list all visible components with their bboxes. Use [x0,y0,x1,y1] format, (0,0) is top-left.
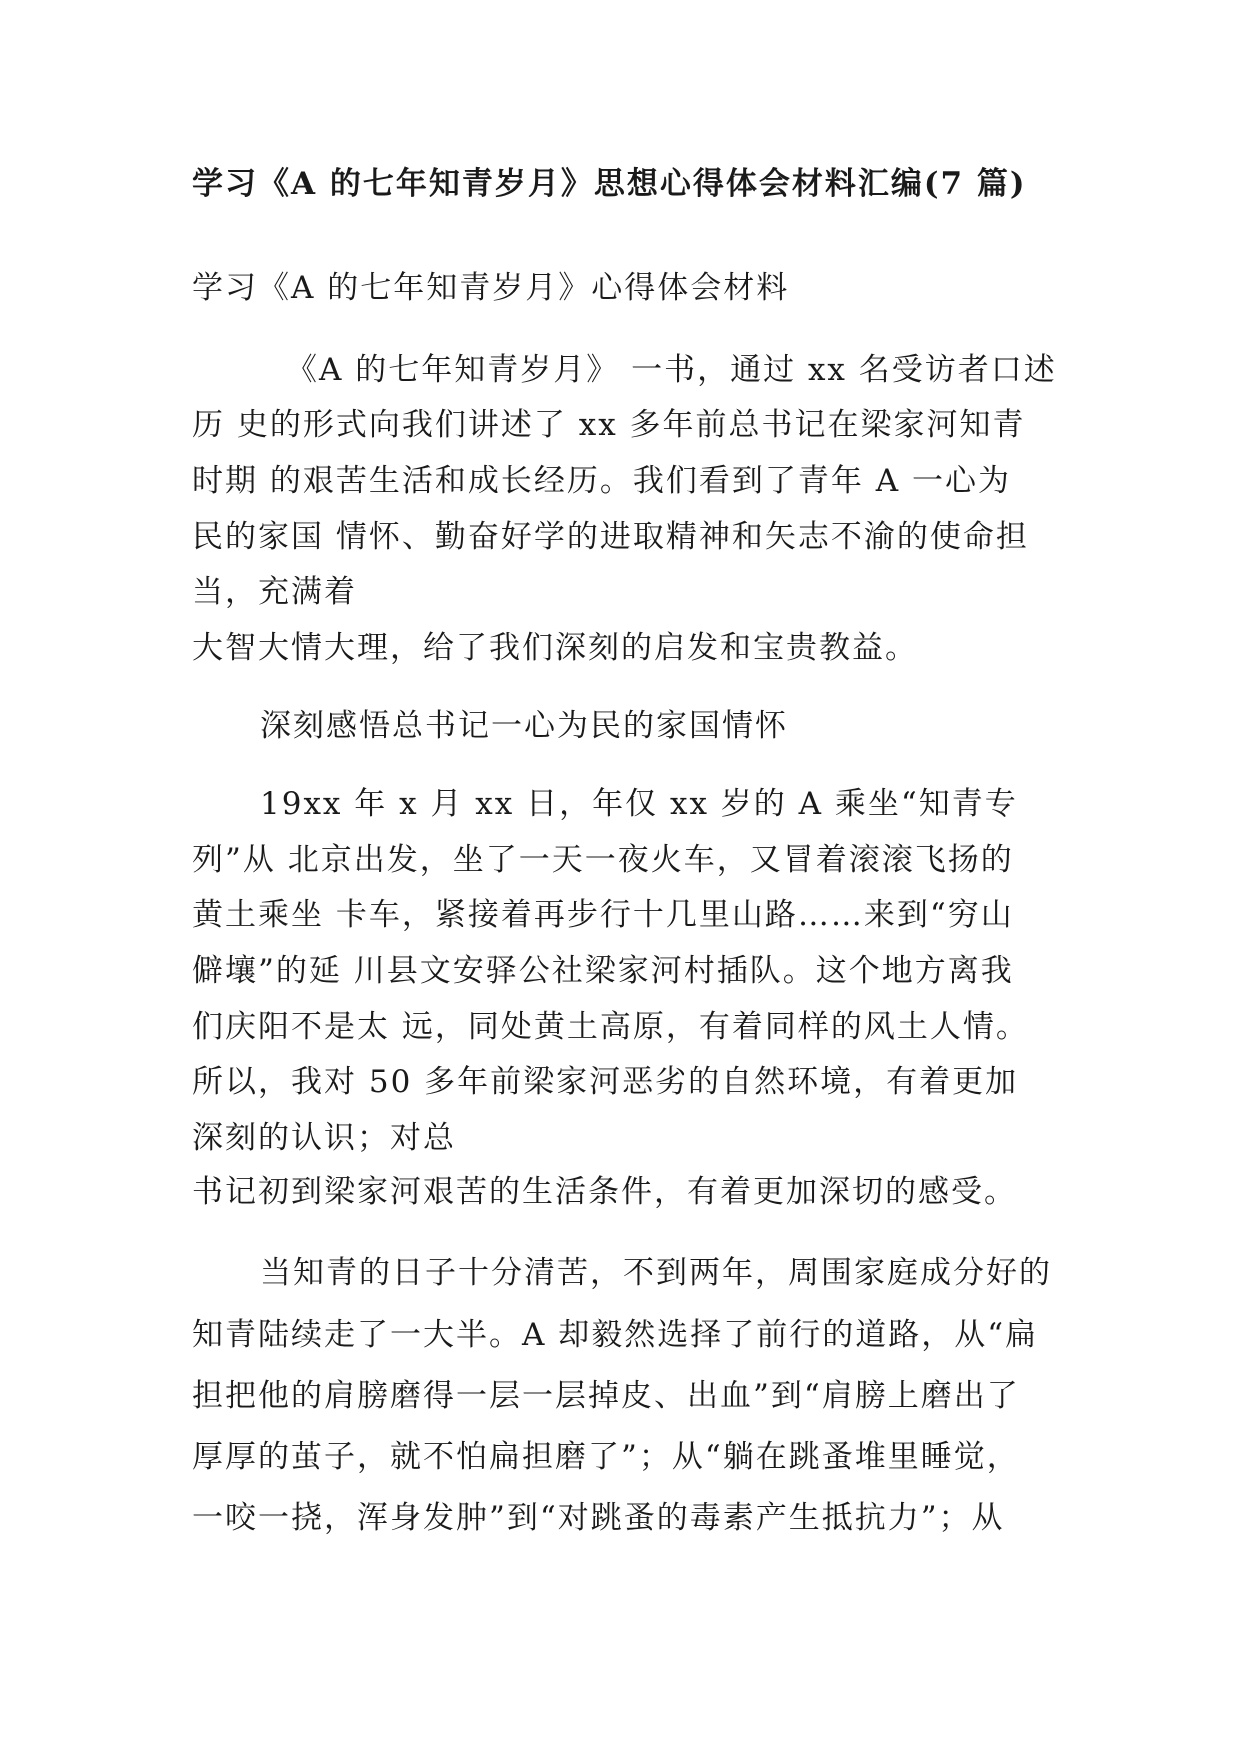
paragraph-line: 书记初到梁家河艰苦的生活条件，有着更加深切的感受。 [192,1174,1017,1210]
paragraph-line: 19xx 年 x 月 xx 日，年仅 xx 岁的 A 乘坐“知青专 [260,786,1018,822]
paragraph-line: 一咬一挠，浑身发肿”到“对跳蚤的毒素产生抵抗力”；从 [192,1500,1005,1536]
document-title: 学习《A 的七年知青岁月》思想心得体会材料汇编(7 篇) [192,166,1027,202]
paragraph-line: 们庆阳不是太 远，同处黄土高原，有着同样的风土人情。 [192,1009,1029,1045]
paragraph-line: 大智大情大理，给了我们深刻的启发和宝贵教益。 [192,630,918,666]
paragraph-line: 历 史的形式向我们讲述了 xx 多年前总书记在梁家河知青 [192,407,1026,443]
paragraph-line: 黄土乘坐 卡车，紧接着再步行十几里山路……来到“穷山 [192,897,1014,933]
paragraph-line: 列”从 北京出发，坐了一天一夜火车，又冒着滚滚飞扬的 [192,842,1014,878]
paragraph-line: 厚厚的茧子，就不怕扁担磨了”；从“躺在跳蚤堆里睡觉， [192,1439,1020,1475]
document-subtitle: 学习《A 的七年知青岁月》心得体会材料 [192,270,790,306]
paragraph-line: 时期 的艰苦生活和成长经历。我们看到了青年 A 一心为 [192,463,1011,499]
paragraph-line: 知青陆续走了一大半。A 却毅然选择了前行的道路，从“扁 [192,1317,1039,1353]
paragraph-line: 《A 的七年知青岁月》 一书，通过 xx 名受访者口述 [286,352,1057,388]
paragraph-line: 所以，我对 50 多年前梁家河恶劣的自然环境，有着更加 [192,1064,1019,1100]
paragraph-line: 担把他的肩膀磨得一层一层掉皮、出血”到“肩膀上磨出了 [192,1378,1020,1414]
paragraph-line: 当知青的日子十分清苦，不到两年，周围家庭成分好的 [260,1255,1052,1291]
paragraph-line: 当，充满着 [192,574,357,610]
paragraph-line: 深刻的认识；对总 [192,1120,456,1156]
paragraph-line: 民的家国 情怀、勤奋好学的进取精神和矢志不渝的使命担 [192,519,1029,555]
section-heading: 深刻感悟总书记一心为民的家国情怀 [260,708,788,744]
paragraph-line: 僻壤”的延 川县文安驿公社梁家河村插队。这个地方离我 [192,953,1014,989]
